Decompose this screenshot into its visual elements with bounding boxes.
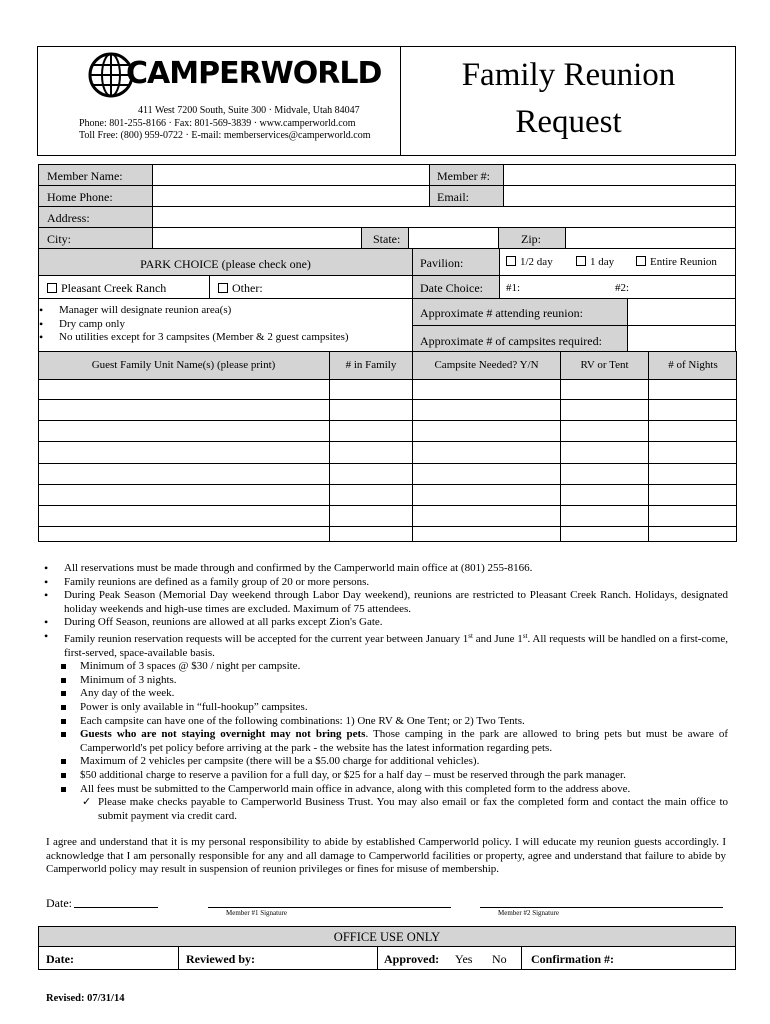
- signature-date-field[interactable]: [74, 906, 158, 908]
- revised-date: Revised: 07/31/14: [46, 993, 125, 1004]
- table-row[interactable]: [38, 380, 737, 400]
- entire-reunion-checkbox[interactable]: [636, 256, 646, 266]
- pavilion-label-cell: Pavilion:: [412, 248, 500, 276]
- rules-section: [36, 562, 728, 823]
- signature-date-label: Date:: [46, 896, 72, 910]
- col-campsite-needed: Campsite Needed? Y/N: [434, 359, 539, 371]
- table-row[interactable]: [38, 421, 737, 442]
- col-guest-name: Guest Family Unit Name(s) (please print): [91, 359, 276, 371]
- rule-item: • Family reunions are defined as a family group of 20 or more persons.: [36, 576, 728, 590]
- city-field[interactable]: [152, 227, 362, 249]
- rule-subitem: Maximum of 2 vehicles per campsite (there will be a $5.00 charge for additional vehicles).: [36, 755, 728, 769]
- table-row[interactable]: [38, 485, 737, 506]
- table-row[interactable]: [38, 464, 737, 485]
- other-park-checkbox[interactable]: [218, 283, 228, 293]
- rule-item: • Family reunion reservation requests will be accepted for the current year between January 1st and June 1st. All requests will be handled on a first-come, first-served, space-available basis.: [36, 630, 728, 660]
- park-note: • Manager will designate reunion area(s): [31, 304, 349, 318]
- rule-subitem: Guests who are not staying overnight may not bring pets. Those camping in the park are allowed to bring pets but must be aware of Camperworld's pet policy before arriving at the park - the website has the latest information regarding pets.: [36, 728, 728, 755]
- office-date-cell[interactable]: Date:: [38, 946, 179, 970]
- city-label-cell: City:: [38, 227, 153, 249]
- member2-signature-line[interactable]: [480, 906, 723, 908]
- member-num-label-cell: Member #:: [429, 164, 504, 186]
- pavilion-entire[interactable]: Entire Reunion: [636, 255, 717, 269]
- member-name-label-cell: Member Name:: [38, 164, 153, 186]
- date-choice-fields[interactable]: [499, 275, 736, 299]
- date-choice-label-cell: Date Choice:: [412, 275, 500, 299]
- rule-item: • All reservations must be made through and confirmed by the Camperworld main office at (801) 255-8166.: [36, 562, 728, 576]
- member1-signature-line[interactable]: [208, 906, 451, 908]
- park-note: • Dry camp only: [31, 318, 349, 332]
- address-label-cell: Address:: [38, 206, 153, 228]
- agreement-text: I agree and understand that it is my personal responsibility to abide by established Camperworld policy. I will educate my reunion guests accordingly. I acknowledge that I am personally responsible for any and all damage to Camperworld facilities or property, agree and understand that failure to abide by Camperworld policy may result in suspension of reunion privileges or fines for misuse of membership.: [46, 836, 726, 876]
- one-day-checkbox[interactable]: [576, 256, 586, 266]
- state-field[interactable]: [408, 227, 499, 249]
- park-notes-box: [38, 298, 413, 352]
- email-field[interactable]: [503, 185, 736, 207]
- approx-attending-field[interactable]: [627, 298, 736, 326]
- date-choice-2: #2:: [615, 282, 630, 294]
- member-num-field[interactable]: [503, 164, 736, 186]
- member-name-field[interactable]: [152, 164, 430, 186]
- approved-no[interactable]: No: [492, 952, 507, 966]
- brand-name: CAMPERWORLD: [126, 56, 382, 91]
- half-day-checkbox[interactable]: [506, 256, 516, 266]
- rule-subitem: All fees must be submitted to the Camperworld main office in advance, along with this completed form to the address above.: [36, 783, 728, 797]
- company-address: 411 West 7200 South, Suite 300 · Midvale, Utah 84047: [138, 105, 360, 116]
- rule-subitem: Power is only available in “full-hookup” campsites.: [36, 701, 728, 715]
- park-choice-heading: PARK CHOICE (please check one): [38, 248, 413, 276]
- state-label-cell: State:: [361, 227, 409, 249]
- approx-campsites-label-cell: Approximate # of campsites required:: [412, 325, 628, 352]
- pleasant-creek-option[interactable]: Pleasant Creek Ranch: [38, 275, 210, 299]
- approx-attending-label-cell: Approximate # attending reunion:: [412, 298, 628, 326]
- guest-table: [38, 351, 737, 542]
- zip-label-cell: Zip:: [498, 227, 566, 249]
- address-field[interactable]: [152, 206, 736, 228]
- other-park-option[interactable]: Other:: [209, 275, 413, 299]
- company-tollfree: Toll Free: (800) 959-0722 · E-mail: memberservices@camperworld.com: [79, 130, 371, 141]
- rule-item: • During Peak Season (Memorial Day weekend through Labor Day weekend), reunions are restricted to Pleasant Creek Ranch. Holidays, designated holiday weekends and high-use times are excluded. Maximum of 75 attendees.: [36, 589, 728, 616]
- member1-signature-label: Member #1 Signature: [226, 909, 288, 917]
- logo: [88, 50, 382, 100]
- rule-subitem: Minimum of 3 nights.: [36, 674, 728, 688]
- office-reviewed-cell[interactable]: Reviewed by:: [178, 946, 378, 970]
- table-row[interactable]: [38, 400, 737, 421]
- table-row[interactable]: [38, 442, 737, 464]
- form-title-line1: Family Reunion: [461, 57, 676, 93]
- date-choice-1: #1:: [506, 282, 521, 294]
- pavilion-half-day[interactable]: 1/2 day: [506, 255, 553, 269]
- office-confirmation-cell[interactable]: Confirmation #:: [521, 946, 736, 970]
- table-row[interactable]: [38, 527, 737, 542]
- checkmark-icon: ✓: [82, 796, 92, 809]
- rule-subitem: Any day of the week.: [36, 687, 728, 701]
- col-nights: # of Nights: [668, 359, 718, 371]
- col-in-family: # in Family: [345, 359, 397, 371]
- col-rv-or-tent: RV or Tent: [580, 359, 629, 371]
- pleasant-creek-checkbox[interactable]: [47, 283, 57, 293]
- form-title-line2: Request: [515, 104, 622, 140]
- pavilion-one-day[interactable]: 1 day: [576, 255, 614, 269]
- company-phone-fax: Phone: 801-255-8166 · Fax: 801-569-3839 · www.camperworld.com: [79, 118, 356, 129]
- office-approved-cell: Approved: Yes No: [377, 946, 522, 970]
- table-row[interactable]: [38, 506, 737, 527]
- member2-signature-label: Member #2 Signature: [498, 909, 560, 917]
- rule-item: • During Off Season, reunions are allowed at all parks except Zion's Gate.: [36, 616, 728, 630]
- approved-yes[interactable]: Yes: [455, 952, 473, 966]
- park-note: • No utilities except for 3 campsites (Member & 2 guest campsites): [31, 331, 349, 345]
- home-phone-field[interactable]: [152, 185, 430, 207]
- rule-subitem: $50 additional charge to reserve a pavilion for a full day, or $25 for a half day – must be reserved through the park manager.: [36, 769, 728, 783]
- rule-subitem: Each campsite can have one of the following combinations: 1) One RV & One Tent; or 2) Two Tents.: [36, 715, 728, 729]
- approx-campsites-field[interactable]: [627, 325, 736, 352]
- email-label-cell: Email:: [429, 185, 504, 207]
- zip-field[interactable]: [565, 227, 736, 249]
- pavilion-options: [499, 248, 736, 276]
- payment-note: ✓ Please make checks payable to Camperworld Business Trust. You may also email or fax the completed form and contact the main office to submit payment via credit card.: [82, 796, 728, 822]
- rule-subitem: Minimum of 3 spaces @ $30 / night per campsite.: [36, 660, 728, 674]
- home-phone-label-cell: Home Phone:: [38, 185, 153, 207]
- office-use-heading: OFFICE USE ONLY: [38, 926, 736, 947]
